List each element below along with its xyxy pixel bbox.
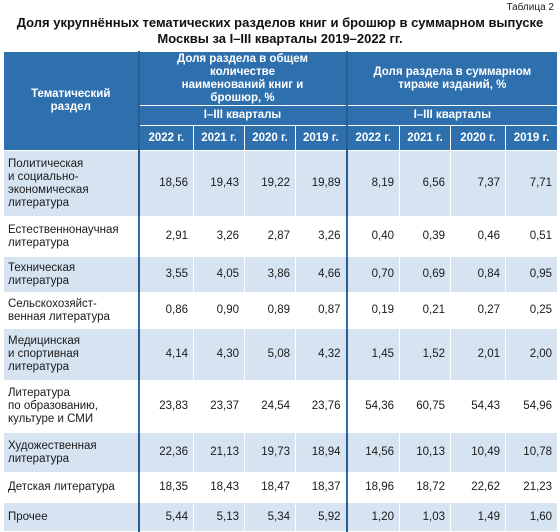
cell-titles-share: 0,89 <box>245 293 296 329</box>
cell-circulation-share: 1,03 <box>400 503 451 532</box>
header-year: 2022 г. <box>139 126 194 151</box>
row-section-name-line: и социально- <box>8 170 79 183</box>
table-title-line-1: Доля укрупнённых тематических разделов книг и брошюр в суммарном выпуске <box>16 15 544 30</box>
cell-circulation-share: 54,43 <box>451 381 506 433</box>
row-section-name <box>4 433 139 473</box>
row-section-name-line: литература <box>8 274 70 287</box>
cell-titles-share: 3,86 <box>245 257 296 293</box>
cell-titles-share: 22,36 <box>139 433 194 473</box>
row-section-name <box>4 473 139 503</box>
row-section-name <box>4 381 139 433</box>
row-section-name-line: по образованию, <box>8 400 98 412</box>
cell-circulation-share: 22,62 <box>451 473 506 503</box>
cell-titles-share: 5,13 <box>194 503 245 532</box>
row-section-name-line: Детская литература <box>8 481 115 493</box>
header-group-titles: Доля раздела в общем количестве наименований книг и брошюр, % <box>139 52 347 106</box>
header-year: 2019 г. <box>506 126 558 151</box>
cell-circulation-share: 54,36 <box>347 381 400 433</box>
cell-circulation-share: 6,56 <box>400 151 451 217</box>
row-section-name-line: литература <box>8 196 70 209</box>
cell-circulation-share: 60,75 <box>400 381 451 433</box>
table-title-line-2: Москвы за I–III кварталы 2019–2022 гг. <box>157 31 403 46</box>
row-section-name-line: экономическая <box>8 183 89 196</box>
cell-titles-share: 19,89 <box>296 151 347 217</box>
header-year: 2021 г. <box>194 126 245 151</box>
cell-titles-share: 18,35 <box>139 473 194 503</box>
row-section-name-line: и спортивная <box>8 348 79 360</box>
cell-titles-share: 4,32 <box>296 329 347 381</box>
cell-circulation-share: 10,78 <box>506 433 558 473</box>
cell-circulation-share: 2,00 <box>506 329 558 381</box>
cell-titles-share: 3,55 <box>139 257 194 293</box>
row-section-name-line: литература <box>8 361 70 373</box>
header-year: 2021 г. <box>400 126 451 151</box>
table-row <box>4 503 558 532</box>
table-row <box>4 329 558 381</box>
row-section-name-line: Литература <box>8 387 70 399</box>
cell-circulation-share: 2,01 <box>451 329 506 381</box>
cell-circulation-share: 54,96 <box>506 381 558 433</box>
cell-titles-share: 2,87 <box>245 217 296 257</box>
cell-circulation-share: 18,72 <box>400 473 451 503</box>
cell-circulation-share: 1,60 <box>506 503 558 532</box>
row-section-name <box>4 503 139 532</box>
cell-circulation-share: 14,56 <box>347 433 400 473</box>
data-table <box>3 51 558 532</box>
table-row <box>4 257 558 293</box>
cell-titles-share: 3,26 <box>194 217 245 257</box>
row-section-name-line: Сельскохозяйст- <box>8 297 97 310</box>
cell-titles-share: 4,30 <box>194 329 245 381</box>
cell-titles-share: 18,43 <box>194 473 245 503</box>
table-row <box>4 151 558 217</box>
cell-titles-share: 18,47 <box>245 473 296 503</box>
cell-titles-share: 18,37 <box>296 473 347 503</box>
cell-titles-share: 18,56 <box>139 151 194 217</box>
cell-circulation-share: 0,84 <box>451 257 506 293</box>
row-section-name-line: культуре и СМИ <box>8 413 94 425</box>
table-number-label: Таблица 2 <box>506 2 554 13</box>
cell-circulation-share: 0,51 <box>506 217 558 257</box>
cell-circulation-share: 0,27 <box>451 293 506 329</box>
row-section-name-line: Прочее <box>8 510 48 523</box>
cell-circulation-share: 0,69 <box>400 257 451 293</box>
row-section-name-line: Техническая <box>8 261 76 274</box>
cell-titles-share: 21,13 <box>194 433 245 473</box>
header-year: 2020 г. <box>451 126 506 151</box>
cell-titles-share: 23,76 <box>296 381 347 433</box>
cell-circulation-share: 18,96 <box>347 473 400 503</box>
row-section-name <box>4 217 139 257</box>
cell-titles-share: 5,08 <box>245 329 296 381</box>
cell-circulation-share: 7,37 <box>451 151 506 217</box>
row-section-name-line: литература <box>8 452 70 465</box>
row-section-name-line: литература <box>8 236 70 249</box>
row-section-name <box>4 293 139 329</box>
row-section-name-line: венная литература <box>8 310 110 323</box>
cell-titles-share: 5,44 <box>139 503 194 532</box>
table-body <box>4 151 558 532</box>
row-section-name-line: Медицинская <box>8 335 81 347</box>
cell-titles-share: 2,91 <box>139 217 194 257</box>
cell-circulation-share: 8,19 <box>347 151 400 217</box>
row-section-name-line: Политическая <box>8 157 84 170</box>
table-row <box>4 293 558 329</box>
cell-titles-share: 23,37 <box>194 381 245 433</box>
cell-circulation-share: 10,13 <box>400 433 451 473</box>
cell-titles-share: 5,92 <box>296 503 347 532</box>
cell-titles-share: 4,05 <box>194 257 245 293</box>
cell-circulation-share: 10,49 <box>451 433 506 473</box>
cell-titles-share: 24,54 <box>245 381 296 433</box>
cell-titles-share: 23,83 <box>139 381 194 433</box>
table-row <box>4 433 558 473</box>
cell-circulation-share: 0,19 <box>347 293 400 329</box>
cell-circulation-share: 0,40 <box>347 217 400 257</box>
cell-circulation-share: 0,21 <box>400 293 451 329</box>
cell-titles-share: 19,43 <box>194 151 245 217</box>
cell-titles-share: 18,94 <box>296 433 347 473</box>
cell-circulation-share: 1,52 <box>400 329 451 381</box>
cell-titles-share: 3,26 <box>296 217 347 257</box>
cell-titles-share: 0,86 <box>139 293 194 329</box>
cell-circulation-share: 21,23 <box>506 473 558 503</box>
row-section-name <box>4 151 139 217</box>
header-section: Тематический раздел <box>4 52 139 151</box>
table-title <box>0 15 560 47</box>
row-section-name-line: Естественнонаучная <box>8 223 119 236</box>
cell-titles-share: 19,73 <box>245 433 296 473</box>
cell-titles-share: 0,90 <box>194 293 245 329</box>
cell-circulation-share: 1,20 <box>347 503 400 532</box>
cell-circulation-share: 0,39 <box>400 217 451 257</box>
header-quarters-titles: I–III кварталы <box>139 106 347 126</box>
cell-titles-share: 19,22 <box>245 151 296 217</box>
header-group-circulation: Доля раздела в суммарном тиражe изданий, % <box>347 52 558 106</box>
header-year: 2022 г. <box>347 126 400 151</box>
cell-circulation-share: 1,49 <box>451 503 506 532</box>
cell-circulation-share: 0,25 <box>506 293 558 329</box>
table-row <box>4 473 558 503</box>
cell-circulation-share: 7,71 <box>506 151 558 217</box>
cell-titles-share: 0,87 <box>296 293 347 329</box>
cell-circulation-share: 1,45 <box>347 329 400 381</box>
header-quarters-circulation: I–III кварталы <box>347 106 558 126</box>
cell-circulation-share: 0,95 <box>506 257 558 293</box>
cell-titles-share: 5,34 <box>245 503 296 532</box>
cell-titles-share: 4,14 <box>139 329 194 381</box>
header-year: 2020 г. <box>245 126 296 151</box>
row-section-name <box>4 257 139 293</box>
table-row <box>4 217 558 257</box>
row-section-name-line: Художественная <box>8 439 97 452</box>
row-section-name <box>4 329 139 381</box>
header-year: 2019 г. <box>296 126 347 151</box>
cell-circulation-share: 0,46 <box>451 217 506 257</box>
cell-titles-share: 4,66 <box>296 257 347 293</box>
table-row <box>4 381 558 433</box>
cell-circulation-share: 0,70 <box>347 257 400 293</box>
